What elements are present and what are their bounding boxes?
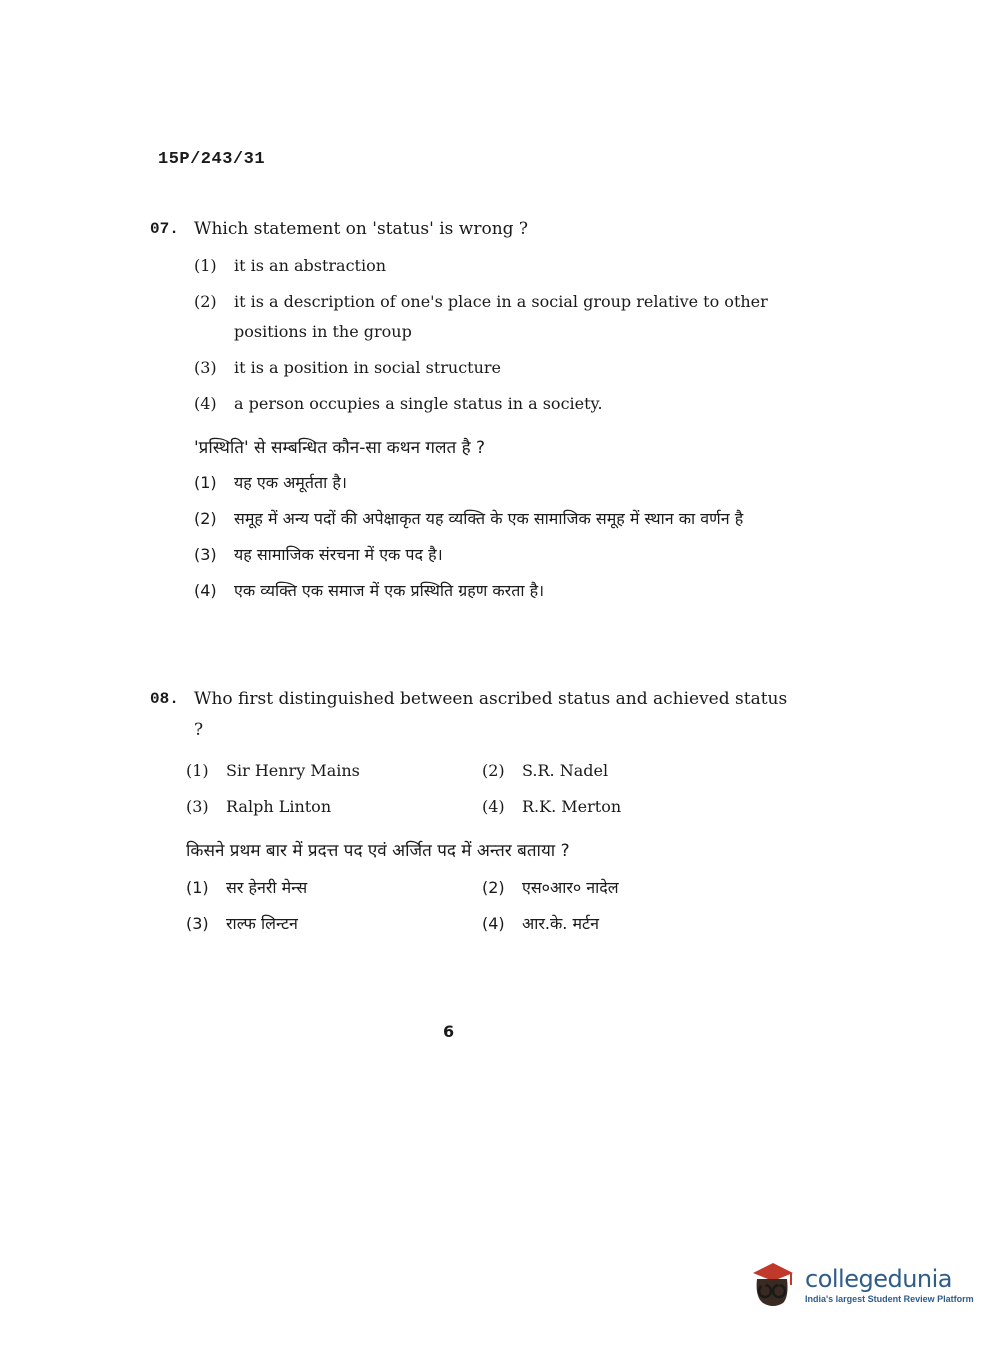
option-hi-3 [186,909,482,939]
option-text: Ralph Linton [226,797,332,816]
option-text: it is an abstraction [234,256,387,275]
option-hi-2 [482,873,742,903]
option-text: समूह में अन्य पदों की अपेक्षाकृत यह व्यक्ति के एक सामाजिक समूह में स्थान का वर्णन है [234,509,744,528]
options-en-grid [186,756,790,822]
question-text: Which statement on 'status' is wrong ? [194,219,529,239]
question-08 [150,684,790,939]
option-number: (4) [194,581,217,600]
option-en-2 [482,756,742,786]
option-number: (2) [482,878,505,897]
page-number: 6 [443,1022,455,1041]
option-hi-1 [186,873,482,903]
question-stem-en [150,214,790,245]
option-text: सर हेनरी मेन्स [226,878,308,897]
paper-code: 15P/243/31 [158,150,266,169]
question-text-hindi: किसने प्रथम बार में प्रदत्त पद एवं अर्जित पद में अन्तर बताया ? [186,841,570,861]
option-text: S.R. Nadel [522,761,609,780]
option-hi-2 [194,504,790,534]
option-text: Sir Henry Mains [226,761,360,780]
option-number: (1) [186,878,209,897]
option-text: यह एक अमूर्तता है। [234,473,347,492]
option-hi-4 [482,909,742,939]
option-hi-1 [194,468,790,498]
option-en-4 [194,389,790,419]
question-07 [150,214,790,606]
options-hi-grid [186,873,790,939]
option-text: एस०आर० नादेल [522,878,619,897]
student-mascot-icon [743,1257,799,1313]
option-number: (2) [194,292,217,311]
question-stem-hi [194,433,790,464]
option-number: (2) [194,509,217,528]
option-text: R.K. Merton [522,797,622,816]
option-number: (3) [194,358,217,377]
question-text: Who first distinguished between ascribed status and achieved status ? [194,689,788,740]
option-number: (1) [194,256,217,275]
option-en-3 [186,792,482,822]
question-number: 08. [150,690,179,708]
option-en-1 [186,756,482,786]
option-text: it is a position in social structure [234,358,502,377]
question-stem-en [150,684,790,746]
option-number: (1) [186,761,209,780]
option-number: (3) [186,914,209,933]
option-en-1 [194,251,790,281]
option-en-2 [194,287,790,347]
option-number: (3) [194,545,217,564]
brand-tagline: India's largest Student Review Platform [805,1294,974,1304]
option-text: आर.के. मर्टन [522,914,599,933]
brand-name: collegedunia [805,1265,953,1293]
option-hi-3 [194,540,790,570]
collegedunia-watermark [743,1250,975,1320]
option-en-3 [194,353,790,383]
option-en-4 [482,792,742,822]
option-number: (2) [482,761,505,780]
question-stem-hi [186,836,790,867]
option-number: (4) [194,394,217,413]
question-text-hindi: 'प्रस्थिति' से सम्बन्धित कौन-सा कथन गलत है ? [194,438,486,458]
option-text: राल्फ लिन्टन [226,914,298,933]
option-text: a person occupies a single status in a society. [234,394,603,413]
option-hi-4 [194,576,790,606]
option-number: (4) [482,797,505,816]
option-number: (4) [482,914,505,933]
question-number: 07. [150,220,179,238]
option-text: यह सामाजिक संरचना में एक पद है। [234,545,443,564]
option-number: (1) [194,473,217,492]
option-number: (3) [186,797,209,816]
option-text: it is a description of one's place in a social group relative to other positions in the group [234,292,768,341]
option-text: एक व्यक्ति एक समाज में एक प्रस्थिति ग्रहण करता है। [234,581,545,600]
